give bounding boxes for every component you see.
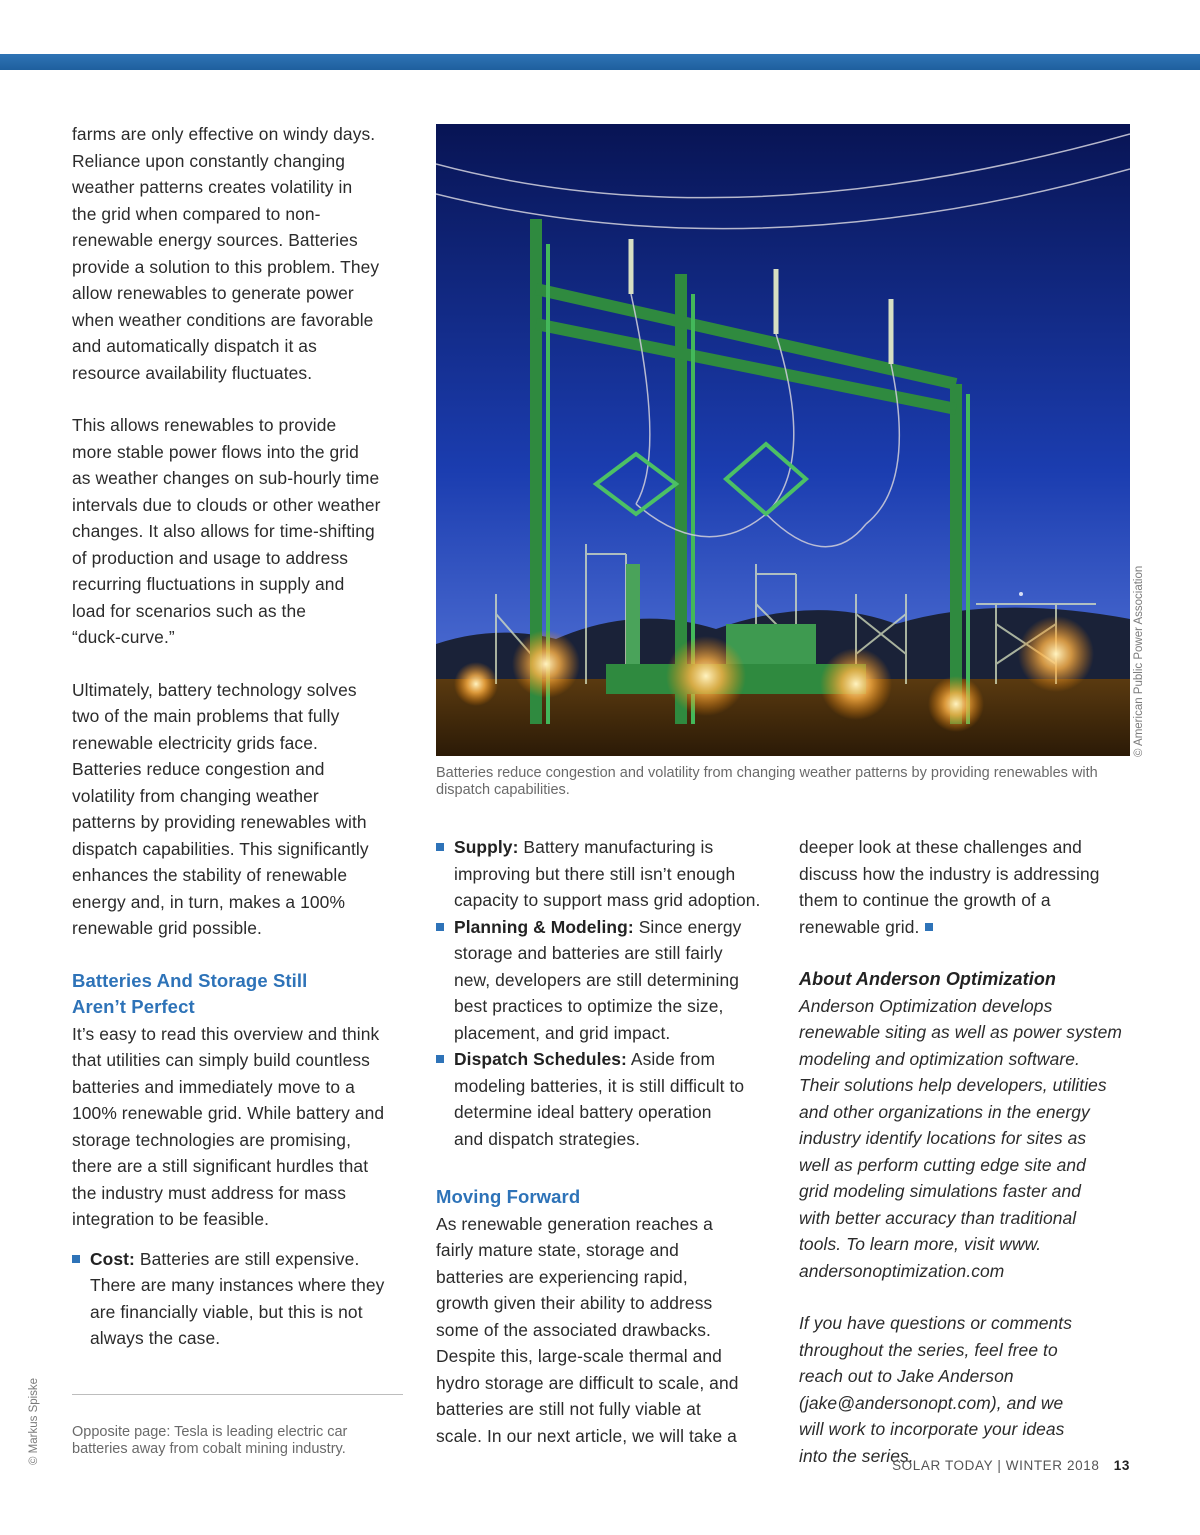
bullet-label: Planning & Modeling: — [454, 916, 634, 937]
text-line: of production and usage to address — [72, 547, 349, 568]
text-line: 100% renewable grid. While battery and — [72, 1103, 385, 1123]
text-line: modeling and optimization software. — [799, 1048, 1080, 1069]
text-line: Batteries reduce congestion and — [72, 759, 325, 779]
text-line: when weather conditions are favorable — [72, 309, 374, 330]
paragraph-stable-power — [72, 412, 417, 651]
magazine-name: SOLAR TODAY — [892, 1458, 993, 1473]
text-line: changes. It also allows for time-shifting — [72, 521, 375, 541]
text-line: scale. In our next article, we will take a — [436, 1425, 737, 1446]
text-line: throughout the series, feel free to — [799, 1339, 1058, 1360]
text-line: Battery manufacturing is — [518, 837, 714, 857]
caption-line: Batteries reduce congestion and volatility from changing weather patterns by providing renewables with — [436, 765, 1098, 781]
subhead-line: Aren’t Perfect — [72, 996, 195, 1017]
text-line: are financially viable, but this is not — [90, 1301, 363, 1322]
contact-paragraph — [799, 1310, 1144, 1469]
text-line: provide a solution to this problem. They — [72, 256, 380, 277]
paragraph-overview — [72, 1021, 417, 1233]
text-line: volatility from changing weather — [72, 785, 319, 806]
text-line: It’s easy to read this overview and think — [72, 1023, 380, 1044]
text-line: placement, and grid impact. — [454, 1022, 671, 1043]
text-line: Since energy — [633, 916, 742, 937]
bullet-label: Cost: — [90, 1248, 135, 1269]
text-line: recurring fluctuations in supply and — [72, 574, 345, 594]
text-line: renewable energy sources. Batteries — [72, 230, 358, 250]
text-line: This allows renewables to provide — [72, 415, 337, 435]
text-line: them to continue the growth of a — [799, 890, 1051, 910]
text-line: grid modeling simulations faster and — [799, 1181, 1081, 1201]
text-line: There are many instances where they — [90, 1275, 385, 1295]
text-line: fairly mature state, storage and — [436, 1240, 679, 1260]
text-line: batteries and immediately move to a — [72, 1076, 355, 1097]
text-line: and dispatch strategies. — [454, 1128, 641, 1149]
text-line: intervals due to clouds or other weather — [72, 494, 381, 515]
bullet-supply — [436, 834, 781, 914]
bullet-label: Supply: — [454, 837, 519, 857]
text-line: some of the associated drawbacks. — [436, 1319, 711, 1340]
bullet-planning — [436, 914, 781, 1047]
paragraph-ultimately — [72, 677, 417, 942]
text-line: there are a still significant hurdles that — [72, 1156, 369, 1176]
text-line: the grid when compared to non- — [72, 203, 321, 224]
text-line: Ultimately, battery technology solves — [72, 679, 357, 700]
page-number: 13 — [1113, 1458, 1130, 1473]
text-line: tools. To learn more, visit www. — [799, 1234, 1042, 1254]
text-line: new, developers are still determining — [454, 969, 739, 990]
text-line: into the series. — [799, 1445, 914, 1466]
substation-illustration — [436, 124, 1130, 756]
text-line: renewable siting as well as power system — [799, 1022, 1122, 1042]
column-right — [799, 834, 1144, 1469]
text-line: Their solutions help developers, utilities — [799, 1075, 1107, 1095]
footer-separator: | — [997, 1458, 1002, 1473]
about-section — [799, 966, 1144, 1284]
text-line: will work to incorporate your ideas — [799, 1419, 1065, 1439]
text-line: industry identify locations for sites as — [799, 1128, 1087, 1148]
subhead-line: Batteries And Storage Still — [72, 969, 308, 991]
text-line: reach out to Jake Anderson — [799, 1366, 1014, 1386]
text-line: determine ideal battery operation — [454, 1102, 712, 1122]
text-line: growth given their ability to address — [436, 1293, 713, 1313]
header-color-bar — [0, 54, 1200, 70]
about-title: About Anderson Optimization — [799, 969, 1057, 989]
caption-line: batteries away from cobalt mining industry. — [72, 1441, 346, 1457]
text-line: hydro storage are difficult to scale, and — [436, 1372, 739, 1393]
text-line: more stable power flows into the grid — [72, 441, 359, 462]
text-line: as weather changes on sub-hourly time — [72, 468, 380, 488]
website-link[interactable]: andersonoptimization.com — [799, 1260, 1005, 1281]
text-line: modeling batteries, it is still difficult to — [454, 1075, 745, 1096]
photo-credit-spiske: © Markus Spiske — [28, 1377, 40, 1465]
text-line: well as perform cutting edge site and — [799, 1154, 1086, 1175]
text-line: storage technologies are promising, — [72, 1129, 352, 1150]
email-link[interactable]: (jake@andersonopt.com), and we — [799, 1392, 1064, 1413]
text-line: enhances the stability of renewable — [72, 865, 348, 885]
text-line: patterns by providing renewables with — [72, 812, 367, 832]
page-footer — [892, 1458, 1130, 1473]
text-line: and other organizations in the energy — [799, 1101, 1090, 1122]
text-line: batteries are still not fully viable at — [436, 1399, 701, 1419]
text-line: Batteries are still expensive. — [134, 1248, 360, 1269]
text-line: resource availability fluctuates. — [72, 362, 313, 383]
text-line: integration to be feasible. — [72, 1209, 270, 1229]
photo-credit-appa: © American Public Power Association — [1133, 565, 1145, 757]
text-line: storage and batteries are still fairly — [454, 943, 723, 963]
end-of-article-mark — [925, 923, 933, 931]
bullet-dispatch — [436, 1046, 781, 1152]
text-line: with better accuracy than traditional — [799, 1207, 1077, 1228]
text-line: and automatically dispatch it as — [72, 336, 317, 356]
caption-line: Opposite page: Tesla is leading electric car — [72, 1424, 348, 1440]
text-line: discuss how the industry is addressing — [799, 863, 1100, 884]
text-line: dispatch capabilities. This significantly — [72, 838, 369, 859]
text-line: batteries are experiencing rapid, — [436, 1266, 688, 1287]
subhead-moving-forward: Moving Forward — [436, 1186, 581, 1207]
photo-caption — [436, 765, 1130, 799]
text-line: energy and, in turn, makes a 100% — [72, 891, 346, 912]
caption-opposite-page — [72, 1424, 412, 1458]
substation-photo — [436, 124, 1130, 756]
subhead-batteries-not-perfect — [72, 968, 417, 1021]
text-line: Despite this, large-scale thermal and — [436, 1346, 722, 1366]
paragraph-conclusion — [799, 834, 1144, 940]
text-line: If you have questions or comments — [799, 1313, 1072, 1333]
text-line: Reliance upon constantly changing — [72, 150, 346, 171]
text-line: allow renewables to generate power — [72, 283, 354, 303]
text-line: renewable grid. — [799, 916, 920, 937]
text-line: renewable electricity grids face. — [72, 732, 318, 753]
caption-line: dispatch capabilities. — [436, 782, 570, 798]
text-line: improving but there still isn’t enough — [454, 863, 736, 884]
text-line: renewable grid possible. — [72, 918, 262, 938]
text-line: “duck-curve.” — [72, 627, 175, 647]
caption-divider — [72, 1394, 403, 1395]
bullet-label: Dispatch Schedules: — [454, 1049, 627, 1069]
text-line: weather patterns creates volatility in — [72, 177, 353, 197]
text-line: farms are only effective on windy days. — [72, 124, 376, 144]
text-line: Anderson Optimization develops — [799, 995, 1053, 1016]
text-line: that utilities can simply build countless — [72, 1050, 370, 1070]
text-line: deeper look at these challenges and — [799, 837, 1082, 857]
column-middle — [436, 834, 781, 1449]
text-line: best practices to optimize the size, — [454, 996, 724, 1016]
text-line: the industry must address for mass — [72, 1182, 347, 1203]
text-line: always the case. — [90, 1328, 221, 1348]
text-line: capacity to support mass grid adoption. — [454, 890, 761, 910]
text-line: As renewable generation reaches a — [436, 1213, 713, 1234]
text-line: Aside from — [626, 1049, 716, 1069]
column-left — [72, 121, 417, 1352]
bullet-cost — [72, 1246, 417, 1352]
paragraph-moving-forward — [436, 1211, 781, 1450]
paragraph-intro — [72, 121, 417, 386]
issue-label: WINTER 2018 — [1005, 1458, 1100, 1473]
text-line: load for scenarios such as the — [72, 600, 307, 621]
text-line: two of the main problems that fully — [72, 706, 340, 726]
